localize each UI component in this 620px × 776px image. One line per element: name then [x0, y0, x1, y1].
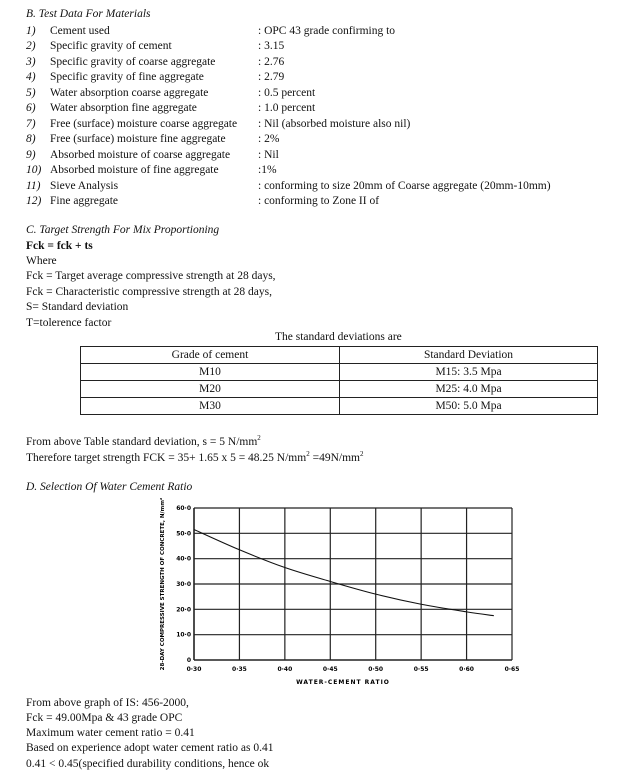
item-value: : conforming to size 20mm of Coarse aggregate (20mm-10mm)	[258, 179, 551, 192]
section-d-heading: D. Selection Of Water Cement Ratio	[26, 481, 193, 493]
item-value: : 2.79	[258, 71, 285, 84]
table-cell: M30	[81, 398, 340, 415]
item-label: Fine aggregate	[50, 194, 119, 207]
item-label: Water absorption coarse aggregate	[50, 86, 209, 99]
definition-line-2: Fck = Characteristic compressive strength at 28 days,	[26, 286, 273, 298]
item-value: : Nil	[258, 148, 279, 161]
item-value: : 0.5 percent	[258, 86, 316, 99]
table-header-row	[81, 347, 598, 364]
where-line: Where	[26, 255, 57, 267]
x-tick-label: 0·60	[459, 666, 474, 673]
item-label: Specific gravity of cement	[50, 40, 172, 53]
item-label: Specific gravity of fine aggregate	[50, 71, 204, 84]
closing-line-4: Based on experience adopt water cement ratio as 0.41	[26, 742, 274, 754]
test-data-item	[26, 117, 411, 132]
x-tick-label: 0·35	[232, 666, 247, 673]
item-number: 4)	[26, 71, 36, 84]
item-value: :1%	[258, 164, 277, 177]
item-number: 2)	[26, 40, 36, 53]
item-value: : 1.0 percent	[258, 102, 316, 115]
item-number: 11)	[26, 179, 41, 192]
closing-line-2: Fck = 49.00Mpa & 43 grade OPC	[26, 712, 183, 724]
test-data-item	[26, 24, 396, 39]
item-number: 7)	[26, 117, 36, 130]
item-number: 9)	[26, 148, 36, 161]
definition-line-4: T=tolerence factor	[26, 317, 112, 329]
test-data-item	[26, 179, 551, 194]
sd-superscript: 2	[257, 434, 261, 442]
x-tick-label: 0·65	[504, 666, 520, 673]
x-tick-label: 0·40	[277, 666, 293, 673]
item-value: : 3.15	[258, 40, 285, 53]
target-text-a: Therefore target strength FCK = 35+ 1.65 x 5 = 48.25 N/mm	[26, 451, 307, 464]
x-tick-label: 0·50	[368, 666, 384, 673]
item-value: : 2.76	[258, 55, 285, 68]
sd-text: From above Table standard deviation, s = 5 N/mm	[26, 435, 258, 448]
y-axis-label: 28-DAY COMPRESSIVE STRENGTH OF CONCRETE, N/mm²	[160, 497, 166, 671]
y-tick-label: 0	[186, 657, 191, 664]
table-header-cell: Grade of cement	[81, 347, 340, 364]
table-cell: M20	[81, 381, 340, 398]
test-data-item	[26, 194, 380, 209]
y-tick-label: 60·0	[176, 505, 191, 512]
standard-deviation-text	[26, 434, 261, 448]
x-tick-label: 0·45	[322, 666, 338, 673]
closing-line-1: From above graph of IS: 456-2000,	[26, 697, 189, 709]
table-caption: The standard deviations are	[275, 331, 402, 343]
closing-line-5: 0.41 < 0.45(specified durability conditions, hence ok	[26, 758, 270, 770]
definition-line-3: S= Standard deviation	[26, 301, 129, 313]
item-number: 3)	[26, 55, 36, 68]
standard-deviation-table	[80, 346, 598, 415]
target-strength-text	[26, 450, 363, 464]
test-data-item	[26, 86, 316, 101]
section-c-heading: C. Target Strength For Mix Proportioning	[26, 224, 220, 236]
item-number: 8)	[26, 133, 36, 146]
test-data-item	[26, 39, 285, 54]
item-label: Sieve Analysis	[50, 179, 119, 192]
item-number: 5)	[26, 86, 36, 99]
item-value: : conforming to Zone II of	[258, 194, 380, 207]
item-label: Absorbed moisture of coarse aggregate	[50, 148, 231, 161]
y-tick-label: 50·0	[176, 530, 191, 538]
item-value: : OPC 43 grade confirming to	[258, 25, 396, 37]
item-label: Free (surface) moisture fine aggregate	[50, 133, 226, 146]
item-value: : Nil (absorbed moisture also nil)	[258, 117, 411, 130]
test-data-item	[26, 101, 316, 116]
water-cement-ratio-chart	[150, 496, 530, 686]
item-number: 10)	[26, 164, 42, 177]
target-text-b: =49N/mm	[309, 451, 360, 464]
target-strength-formula: Fck = fck + ts	[26, 240, 93, 252]
item-value: : 2%	[258, 133, 280, 146]
item-number: 1)	[26, 25, 36, 37]
table-cell: M15: 3.5 Mpa	[340, 364, 598, 381]
definition-line-1: Fck = Target average compressive strength at 28 days,	[26, 270, 276, 282]
item-label: Specific gravity of coarse aggregate	[50, 55, 216, 68]
x-axis-label: WATER-CEMENT RATIO	[296, 679, 390, 686]
table-row	[81, 398, 598, 415]
x-tick-label: 0·30	[186, 666, 202, 673]
table-row	[81, 381, 598, 398]
table-row	[81, 364, 598, 381]
y-tick-label: 20·0	[176, 606, 191, 614]
table-cell: M50: 5.0 Mpa	[340, 398, 598, 415]
test-data-item	[26, 148, 279, 163]
test-data-item	[26, 132, 280, 147]
y-tick-label: 10·0	[176, 631, 191, 639]
item-label: Cement used	[50, 25, 110, 37]
y-tick-label: 30·0	[176, 581, 191, 588]
table-cell: M25: 4.0 Mpa	[340, 381, 598, 398]
item-label: Free (surface) moisture coarse aggregate	[50, 117, 238, 130]
item-label: Water absorption fine aggregate	[50, 102, 197, 115]
item-label: Absorbed moisture of fine aggregate	[50, 164, 219, 177]
y-tick-label: 40·0	[176, 555, 191, 563]
item-number: 6)	[26, 102, 36, 115]
test-data-item	[26, 55, 285, 70]
test-data-item	[26, 163, 277, 178]
section-b-heading: B. Test Data For Materials	[26, 8, 151, 20]
target-superscript-1: 2	[306, 450, 310, 458]
test-data-item	[26, 70, 285, 85]
closing-line-3: Maximum water cement ratio = 0.41	[26, 727, 195, 739]
target-superscript-2: 2	[359, 450, 364, 458]
item-number: 12)	[26, 194, 42, 207]
table-header-cell: Standard Deviation	[340, 347, 598, 364]
x-tick-label: 0·55	[413, 666, 429, 673]
table-cell: M10	[81, 364, 340, 381]
